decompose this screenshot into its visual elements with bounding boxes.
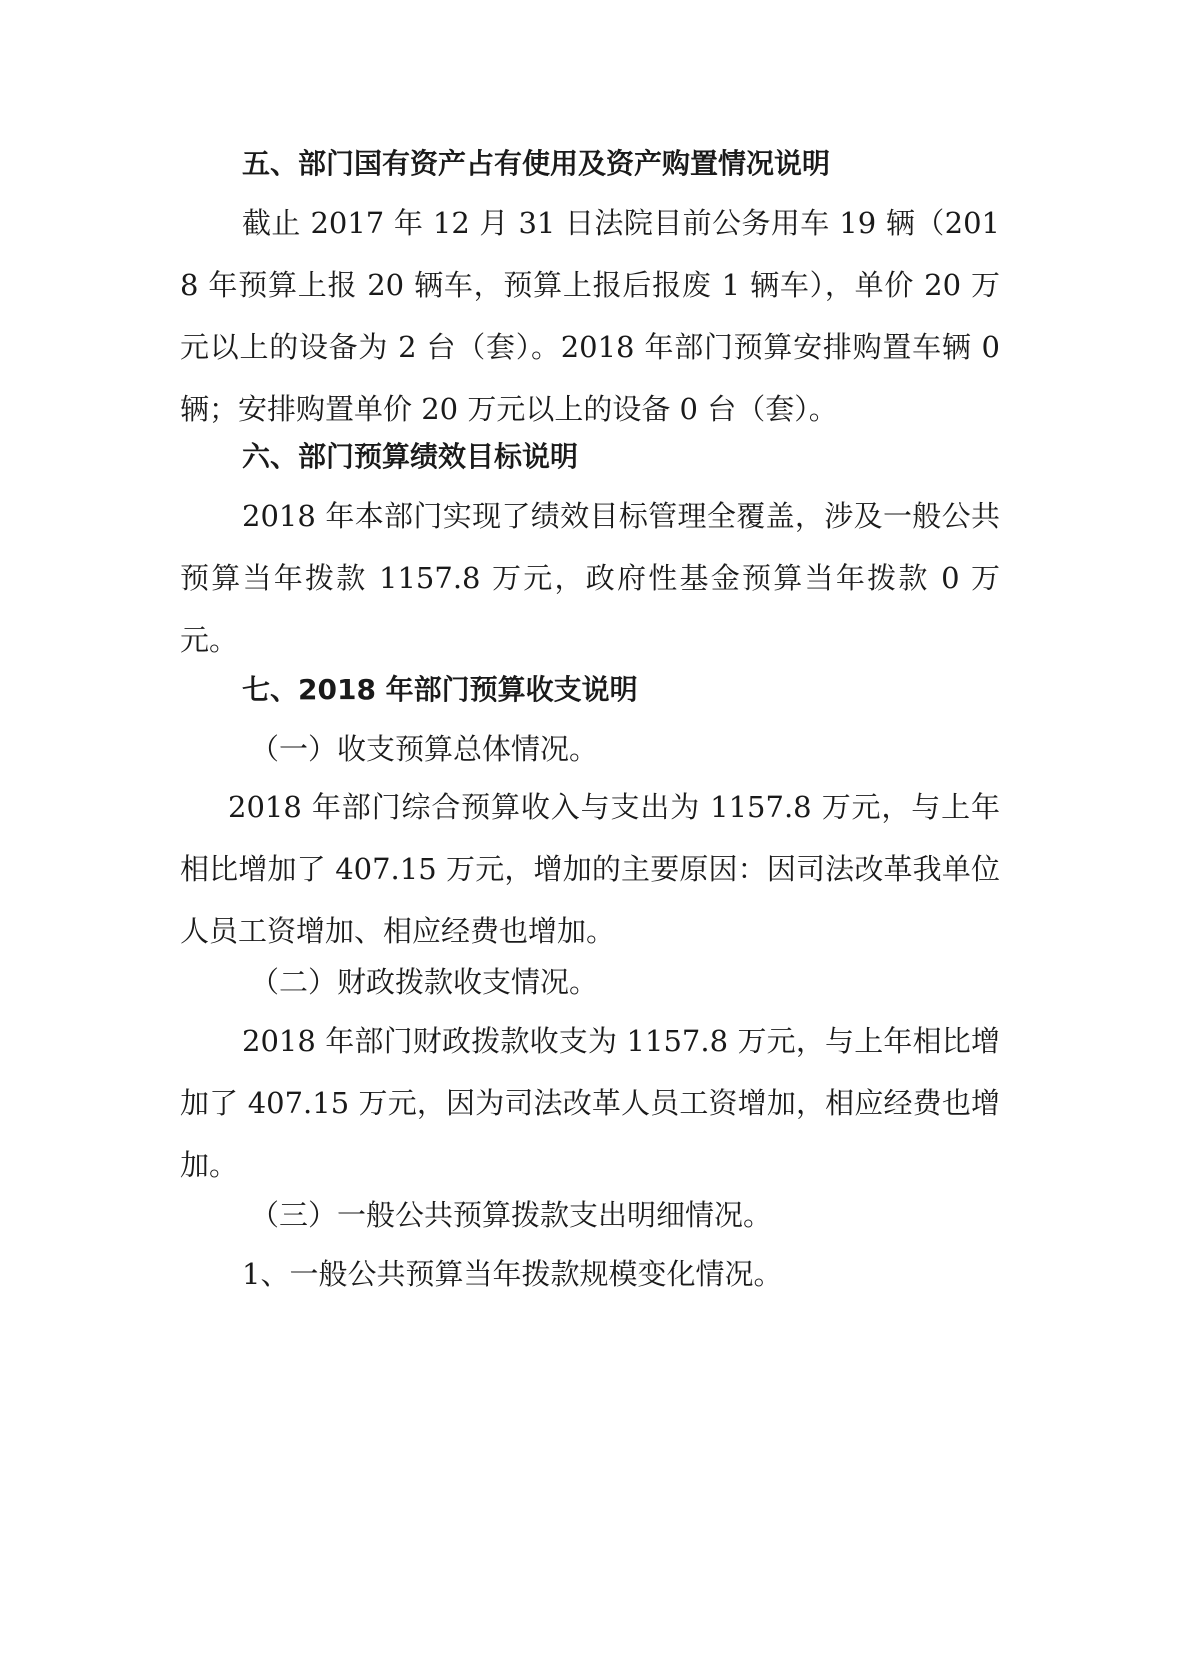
section-7-item-1: 1、一般公共预算当年拨款规模变化情况。 xyxy=(242,1257,783,1291)
section-7-subheading-2: （二）财政拨款收支情况。 xyxy=(250,965,599,999)
section-7-sub-2-body: 2018 年部门财政拨款收支为 1157.8 万元，与上年相比增加了 407.15 万元，因为司法改革人员工资增加，相应经费也增加。 xyxy=(180,1024,1000,1182)
section-5-body: 截止 2017 年 12 月 31 日法院目前公务用车 19 辆（2018 年预算上报 20 辆车，预算上报后报废 1 辆车），单价 20 万元以上的设备为 2 台（套）。2018 年部门预算安排购置车辆 0 辆；安排购置单价 20 万元以上的设备 0 台（套）。 xyxy=(180,206,1000,426)
section-7-heading: 七、2018 年部门预算收支说明 xyxy=(242,673,638,706)
section-5-heading: 五、部门国有资产占有使用及资产购置情况说明 xyxy=(242,147,831,180)
section-7-subheading-1: （一）收支预算总体情况。 xyxy=(250,732,599,766)
section-7-subheading-3: （三）一般公共预算拨款支出明细情况。 xyxy=(250,1198,773,1232)
section-6-heading: 六、部门预算绩效目标说明 xyxy=(242,440,579,473)
section-7-sub-1-body: 2018 年部门综合预算收入与支出为 1157.8 万元，与上年相比增加了 407.15 万元，增加的主要原因：因司法改革我单位人员工资增加、相应经费也增加。 xyxy=(180,790,1000,948)
section-6-body: 2018 年本部门实现了绩效目标管理全覆盖，涉及一般公共预算当年拨款 1157.8 万元，政府性基金预算当年拨款 0 万元。 xyxy=(180,499,1000,657)
